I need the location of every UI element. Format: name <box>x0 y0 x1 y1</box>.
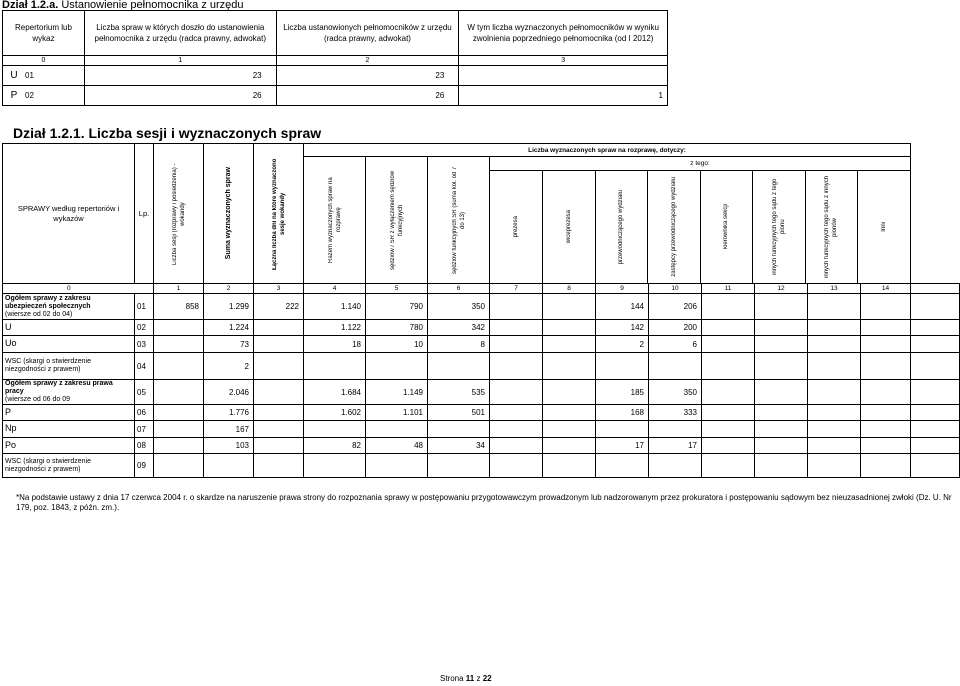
header-other-same-division <box>753 171 806 284</box>
value-cell <box>366 353 428 380</box>
value-cell <box>649 353 702 380</box>
sessions-table <box>2 143 960 478</box>
value-cell <box>543 454 596 478</box>
value-cell: 780 <box>366 320 428 336</box>
index-cell: 5 <box>366 284 428 294</box>
index-cell: 12 <box>755 284 808 294</box>
row-lp: 03 <box>135 336 154 353</box>
value-cell <box>649 454 702 478</box>
row-label <box>3 454 135 478</box>
index-cell <box>911 284 960 294</box>
value-cell <box>808 294 861 320</box>
value-cell: 8 <box>428 336 490 353</box>
header-president-text: prezesa <box>513 216 519 238</box>
value-cell <box>911 438 960 454</box>
value-cell: 790 <box>366 294 428 320</box>
value-cell: 142 <box>596 320 649 336</box>
header-sum-cases <box>204 144 254 284</box>
header-other-divisions-text: innych funkcyjnych tego sądu z innych pionów <box>824 175 839 279</box>
value-cell: 48 <box>366 438 428 454</box>
index-cell: 9 <box>596 284 649 294</box>
value-cell: 1.299 <box>204 294 254 320</box>
value-cell <box>702 421 755 438</box>
row-label <box>3 336 135 353</box>
table-row <box>3 353 960 380</box>
header-judges-text: sędziów / SR z wyłączeniem sędziów funkcyjnych <box>389 170 404 270</box>
header-total-text: Razem wyznaczonych spraw na rozprawę <box>327 177 342 263</box>
value-cell <box>702 294 755 320</box>
value-cell: 2 <box>204 353 254 380</box>
value-cell: 333 <box>649 405 702 421</box>
index-cell: 3 <box>459 56 668 66</box>
row-label-text: P <box>5 406 12 417</box>
table-row <box>3 454 960 478</box>
row-lp: 01 <box>25 71 34 80</box>
value-cell <box>154 380 204 405</box>
value-cell <box>543 320 596 336</box>
row-lp: 08 <box>135 438 154 454</box>
value-cell <box>254 336 304 353</box>
table-row <box>3 86 668 106</box>
value-cell: 23 <box>276 66 459 86</box>
value-cell <box>154 353 204 380</box>
value-cell: 73 <box>204 336 254 353</box>
row-label-bold: Ogółem sprawy z zakresu ubezpieczeń społecznych <box>5 294 91 310</box>
value-cell <box>428 421 490 438</box>
value-cell: 1.776 <box>204 405 254 421</box>
table-row <box>3 320 960 336</box>
row-code-cell <box>3 66 85 86</box>
value-cell <box>702 320 755 336</box>
value-cell <box>755 320 808 336</box>
row-lp: 02 <box>135 320 154 336</box>
header-cases-count: Liczba spraw w których doszło do ustanowienia pełnomocnika z urzędu (radca prawny, adwokat) <box>84 11 276 56</box>
row-label <box>3 421 135 438</box>
value-cell: 222 <box>254 294 304 320</box>
header-judges <box>366 157 428 284</box>
value-cell <box>702 353 755 380</box>
value-cell: 2 <box>596 336 649 353</box>
value-cell: 17 <box>596 438 649 454</box>
page-number <box>440 674 492 683</box>
value-cell <box>808 320 861 336</box>
index-cell: 6 <box>428 284 490 294</box>
table-row <box>3 66 668 86</box>
row-lp: 01 <box>135 294 154 320</box>
header-chair <box>595 171 648 284</box>
value-cell <box>702 438 755 454</box>
value-cell <box>490 320 543 336</box>
value-cell <box>490 353 543 380</box>
header-other-divisions <box>805 171 858 284</box>
value-cell <box>808 438 861 454</box>
value-cell <box>861 380 911 405</box>
page-sep: z <box>474 674 483 683</box>
row-label <box>3 380 135 405</box>
value-cell <box>911 320 960 336</box>
row-label-text: Po <box>5 439 17 450</box>
value-cell: 350 <box>428 294 490 320</box>
footnote: *Na podstawie ustawy z dnia 17 czerwca 2004 r. o skardze na naruszenie prawa strony do rozpoznania sprawy w postępowaniu przygotowawczym prowadzonym lub nadzorowanym przez prokuratora i postępowaniu sądowym bez nieuzasadnionej zwłoki (Dz. U. Nr 179, poz. 1843, z późn. zm.). <box>16 493 952 512</box>
value-cell <box>543 405 596 421</box>
table-row <box>3 421 960 438</box>
value-cell <box>366 421 428 438</box>
value-cell <box>304 421 366 438</box>
header-register: Repertorium lub wykaz <box>3 11 85 56</box>
index-cell: 0 <box>3 284 154 294</box>
group-header: Liczba wyznaczonych spraw na rozprawę, dotyczy: <box>304 144 911 157</box>
value-cell <box>755 405 808 421</box>
index-cell: 7 <box>490 284 543 294</box>
value-cell <box>254 380 304 405</box>
header-appointed-count: Liczba ustanowionych pełnomocników z urzędu (radca prawny, adwokat) <box>276 11 459 56</box>
index-cell: 4 <box>304 284 366 294</box>
value-cell <box>543 421 596 438</box>
value-cell: 342 <box>428 320 490 336</box>
value-cell <box>649 421 702 438</box>
value-cell: 82 <box>304 438 366 454</box>
value-cell <box>543 380 596 405</box>
value-cell <box>254 405 304 421</box>
value-cell <box>755 294 808 320</box>
value-cell <box>428 454 490 478</box>
value-cell <box>254 320 304 336</box>
header-deputy-chair-text: zastępcy przewodniczącego wydziału <box>670 177 677 277</box>
value-cell: 1.224 <box>204 320 254 336</box>
value-cell: 206 <box>649 294 702 320</box>
value-cell: 168 <box>596 405 649 421</box>
breakdown-header-table <box>490 170 910 283</box>
value-cell <box>861 320 911 336</box>
value-cell <box>861 454 911 478</box>
value-cell <box>861 336 911 353</box>
index-cell: 1 <box>84 56 276 66</box>
row-code: U <box>10 70 18 81</box>
value-cell: 10 <box>366 336 428 353</box>
header-days <box>254 144 304 284</box>
value-cell <box>428 353 490 380</box>
page-current: 11 <box>465 674 475 683</box>
row-label <box>3 438 135 454</box>
index-cell: 2 <box>276 56 459 66</box>
index-cell: 0 <box>3 56 85 66</box>
row-lp: 04 <box>135 353 154 380</box>
header-sessions-text: Liczba sesji (rozprawy i posiedzenia) - wokandy <box>171 162 186 265</box>
value-cell <box>154 421 204 438</box>
value-cell <box>154 405 204 421</box>
value-cell <box>755 421 808 438</box>
value-cell <box>911 454 960 478</box>
value-cell <box>366 454 428 478</box>
value-cell <box>254 438 304 454</box>
index-cell: 13 <box>808 284 861 294</box>
value-cell <box>702 454 755 478</box>
value-cell: 18 <box>304 336 366 353</box>
value-cell: 26 <box>276 86 459 106</box>
value-cell <box>254 353 304 380</box>
value-cell <box>911 405 960 421</box>
value-cell: 34 <box>428 438 490 454</box>
value-cell <box>911 336 960 353</box>
value-cell: 185 <box>596 380 649 405</box>
value-cell: 26 <box>84 86 276 106</box>
value-cell: 103 <box>204 438 254 454</box>
row-label-text: (wiersze od 02 do 04) <box>5 310 73 318</box>
table-row <box>3 380 960 405</box>
header-lp: Lp. <box>135 144 154 284</box>
value-cell <box>459 66 668 86</box>
row-label-text: U <box>5 321 12 332</box>
value-cell <box>490 294 543 320</box>
header-others-text: Inni <box>881 222 888 232</box>
value-cell <box>490 454 543 478</box>
breakdown-header <box>490 157 911 284</box>
value-cell <box>911 294 960 320</box>
value-cell <box>808 353 861 380</box>
row-lp: 05 <box>135 380 154 405</box>
header-replaced-count: W tym liczba wyznaczonych pełnomocników w wyniku zwolnienia poprzedniego pełnomocnika (od I 2012) <box>459 11 668 56</box>
value-cell <box>755 438 808 454</box>
value-cell: 6 <box>649 336 702 353</box>
appointment-table <box>2 10 668 106</box>
row-lp: 09 <box>135 454 154 478</box>
row-label <box>3 405 135 421</box>
table-row <box>3 336 960 353</box>
value-cell <box>254 421 304 438</box>
value-cell <box>702 405 755 421</box>
row-label <box>3 294 135 320</box>
value-cell <box>861 353 911 380</box>
row-label-text: WSC (skargi o stwierdzenie niezgodności z prawem) <box>5 358 91 373</box>
header-section-head-text: kierownika sekcji <box>723 204 730 250</box>
row-lp: 02 <box>25 91 34 100</box>
table-row <box>3 405 960 421</box>
value-cell: 2.046 <box>204 380 254 405</box>
value-cell <box>911 353 960 380</box>
value-cell <box>304 353 366 380</box>
row-code: P <box>10 90 18 101</box>
header-president <box>490 171 543 284</box>
index-cell: 8 <box>543 284 596 294</box>
value-cell <box>596 454 649 478</box>
value-cell <box>543 353 596 380</box>
value-cell <box>490 438 543 454</box>
row-lp: 07 <box>135 421 154 438</box>
value-cell: 23 <box>84 66 276 86</box>
table-row <box>3 438 960 454</box>
page-prefix: Strona <box>440 674 466 683</box>
header-chair-text: przewodniczącego wydziału <box>618 189 625 265</box>
value-cell <box>702 336 755 353</box>
value-cell: 144 <box>596 294 649 320</box>
header-vice-president-text: wiceprezesa <box>565 210 572 244</box>
section1-title-rest: Ustanowienie pełnomocnika z urzędu <box>58 0 244 11</box>
header-sessions <box>154 144 204 284</box>
value-cell: 200 <box>649 320 702 336</box>
page-total: 22 <box>482 674 492 683</box>
value-cell <box>911 380 960 405</box>
header-section-head <box>700 171 753 284</box>
header-others <box>858 171 911 284</box>
value-cell <box>861 294 911 320</box>
header-days-text: Łączna liczba dni na które wyznaczono sesje wokandy <box>271 157 286 270</box>
value-cell <box>861 421 911 438</box>
value-cell: 1.122 <box>304 320 366 336</box>
value-cell <box>154 454 204 478</box>
value-cell <box>755 353 808 380</box>
value-cell <box>204 454 254 478</box>
value-cell <box>543 294 596 320</box>
value-cell <box>702 380 755 405</box>
header-deputy-chair <box>648 171 701 284</box>
section1-title-prefix: Dział 1.2.a. <box>2 0 59 11</box>
index-cell: 1 <box>154 284 204 294</box>
row-label-text: WSC (skargi o stwierdzenie niezgodności z prawem) <box>5 457 91 473</box>
value-cell <box>490 336 543 353</box>
value-cell: 167 <box>204 421 254 438</box>
index-cell: 10 <box>649 284 702 294</box>
value-cell: 1.101 <box>366 405 428 421</box>
value-cell <box>543 336 596 353</box>
value-cell: 501 <box>428 405 490 421</box>
sub-header: z tego: <box>690 160 710 167</box>
value-cell <box>154 438 204 454</box>
value-cell <box>861 438 911 454</box>
header-total <box>304 157 366 284</box>
value-cell: 1.140 <box>304 294 366 320</box>
value-cell: 535 <box>428 380 490 405</box>
index-cell: 11 <box>702 284 755 294</box>
value-cell <box>808 454 861 478</box>
row-label-text: (wiersze od 06 do 09 <box>5 396 70 403</box>
table-row <box>3 294 960 320</box>
header-cases-by-register: SPRAWY według repertoriów i wykazów <box>3 144 135 284</box>
header-other-same-division-text: innych funkcyjnych tego sądu z tego pionu <box>771 178 786 276</box>
value-cell <box>490 380 543 405</box>
value-cell <box>808 405 861 421</box>
value-cell <box>490 405 543 421</box>
index-cell: 2 <box>204 284 254 294</box>
row-code-cell <box>3 86 85 106</box>
value-cell <box>154 320 204 336</box>
index-cell: 14 <box>861 284 911 294</box>
value-cell <box>808 421 861 438</box>
value-cell <box>755 380 808 405</box>
row-label-text: Np <box>5 423 17 433</box>
value-cell <box>808 380 861 405</box>
value-cell <box>254 454 304 478</box>
header-sum-cases-text: Suma wyznaczonych spraw <box>224 167 232 260</box>
value-cell: 1 <box>459 86 668 106</box>
section2-title: Dział 1.2.1. Liczba sesji i wyznaczonych spraw <box>13 125 322 141</box>
header-functional-judges-text: sędziów funkcyjnych SR (suma kol. od 7 do 13) <box>451 166 466 274</box>
header-functional-judges <box>428 157 490 284</box>
value-cell: 858 <box>154 294 204 320</box>
value-cell: 1.684 <box>304 380 366 405</box>
value-cell <box>596 421 649 438</box>
row-label <box>3 320 135 336</box>
index-cell: 3 <box>254 284 304 294</box>
value-cell <box>304 454 366 478</box>
value-cell <box>490 421 543 438</box>
value-cell <box>911 421 960 438</box>
value-cell: 17 <box>649 438 702 454</box>
row-lp: 06 <box>135 405 154 421</box>
row-label <box>3 353 135 380</box>
value-cell <box>596 353 649 380</box>
value-cell <box>861 405 911 421</box>
row-label-bold: Ogółem sprawy z zakresu prawa pracy <box>5 380 113 395</box>
value-cell <box>154 336 204 353</box>
value-cell <box>755 454 808 478</box>
value-cell <box>755 336 808 353</box>
value-cell: 1.149 <box>366 380 428 405</box>
value-cell: 1.602 <box>304 405 366 421</box>
header-vice-president <box>543 171 596 284</box>
index-row <box>3 284 960 294</box>
value-cell: 350 <box>649 380 702 405</box>
value-cell <box>808 336 861 353</box>
value-cell <box>543 438 596 454</box>
row-label-text: Uo <box>5 338 17 348</box>
